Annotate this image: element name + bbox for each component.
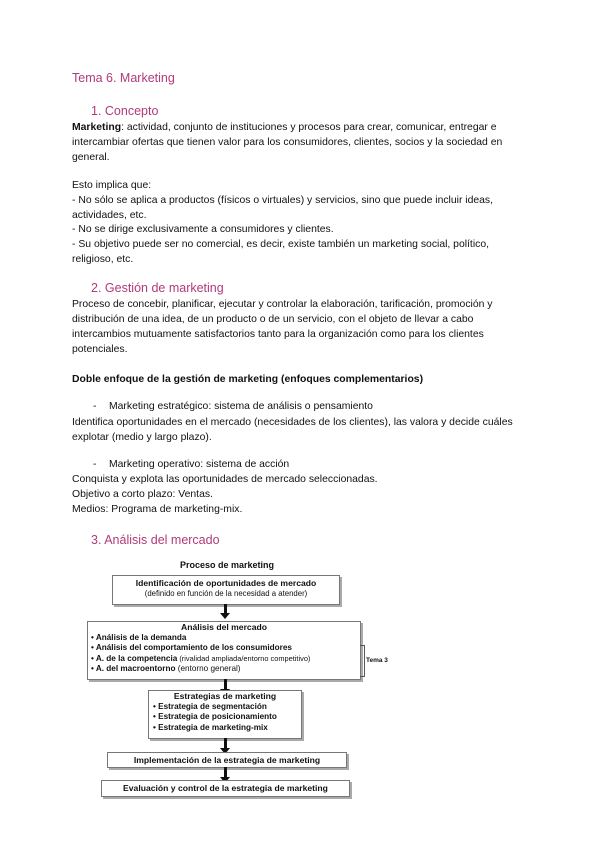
definition-term: Marketing bbox=[72, 122, 122, 133]
diagram-title: Proceso de marketing bbox=[179, 560, 275, 570]
tema3-tag: Tema 3 bbox=[366, 657, 388, 664]
arrow-2 bbox=[224, 679, 227, 690]
box-estrategias-title: Estrategias de marketing bbox=[173, 691, 277, 701]
estrategia-item-3: • Estrategia de marketing-mix bbox=[153, 722, 268, 732]
section-heading-analisis: 3. Análisis del mercado bbox=[91, 533, 220, 547]
analisis-item-3: • A. de la competencia (rivalidad ampliada/entorno competitivo) bbox=[91, 653, 311, 663]
box-identificacion-sub: (definido en función de la necesidad a atender) bbox=[144, 588, 308, 598]
operativo-line-1: Conquista y explota las oportunidades de mercado seleccionadas. bbox=[72, 474, 378, 485]
analisis-item-1: • Análisis de la demanda bbox=[91, 632, 187, 642]
arrow-3 bbox=[224, 738, 227, 749]
operativo-line-2: Objetivo a corto plazo: Ventas. bbox=[72, 489, 213, 500]
list-dash: - bbox=[93, 459, 97, 470]
implica-intro: Esto implica que: bbox=[72, 180, 152, 191]
arrow-1 bbox=[224, 604, 227, 614]
estrategia-item-1: • Estrategia de segmentación bbox=[153, 701, 267, 711]
page-title: Tema 6. Marketing bbox=[72, 71, 175, 85]
box-identificacion-title: Identificación de oportunidades de mercado bbox=[135, 578, 317, 588]
marketing-estrategico-text: Identifica oportunidades en el mercado (necesidades de los clientes), las valora y decide cuáles explotar (medio y largo plazo). bbox=[72, 417, 513, 443]
gestion-definition: Proceso de concebir, planificar, ejecutar y controlar la elaboración, tarificación, promoción y distribución de una idea, de un producto o de un servicio, con el objeto de llevar a cabo intercambios mutuamente satisfactorios tanto para la organización como para los clientes potenciales. bbox=[72, 299, 493, 355]
implica-bullet-3: - Su objetivo puede ser no comercial, es decir, existe también un marketing social, político, religioso, etc. bbox=[72, 239, 489, 265]
list-dash: - bbox=[93, 401, 97, 412]
implica-bullet-2: - No se dirige exclusivamente a consumidores y clientes. bbox=[72, 224, 334, 235]
box-analisis-title: Análisis del mercado bbox=[181, 622, 267, 632]
box-evaluacion: Evaluación y control de la estrategia de marketing bbox=[101, 780, 350, 797]
estrategia-item-2: • Estrategia de posicionamiento bbox=[153, 712, 277, 721]
analisis-item-4: • A. del macroentorno (entorno general) bbox=[91, 664, 241, 673]
marketing-operativo-item: Marketing operativo: sistema de acción bbox=[109, 459, 290, 470]
definition-text: : actividad, conjunto de instituciones y procesos para crear, comunicar, entregar e intercambiar ofertas que tienen valor para los consumidores, clientes, socios y la sociedad en general. bbox=[72, 122, 503, 163]
implica-bullet-1: - No sólo se aplica a productos (físicos o virtuales) y servicios, sino que puede incluir ideas, actividades, etc. bbox=[72, 195, 494, 221]
operativo-line-3: Medios: Programa de marketing-mix. bbox=[72, 504, 243, 515]
tema3-brace bbox=[360, 645, 365, 677]
section-heading-concepto: 1. Concepto bbox=[91, 104, 159, 118]
box-analisis-mercado bbox=[87, 621, 361, 680]
analisis-item-2: • Análisis del comportamiento de los consumidores bbox=[91, 643, 292, 652]
marketing-estrategico-item: Marketing estratégico: sistema de análisis o pensamiento bbox=[109, 401, 373, 412]
box-estrategias bbox=[148, 690, 302, 739]
section-heading-gestion: 2. Gestión de marketing bbox=[91, 281, 224, 295]
doble-enfoque-heading: Doble enfoque de la gestión de marketing (enfoques complementarios) bbox=[72, 374, 424, 385]
box-implementacion: Implementación de la estrategia de marketing bbox=[107, 752, 347, 768]
box-identificacion bbox=[112, 575, 340, 605]
arrow-4 bbox=[224, 767, 227, 778]
